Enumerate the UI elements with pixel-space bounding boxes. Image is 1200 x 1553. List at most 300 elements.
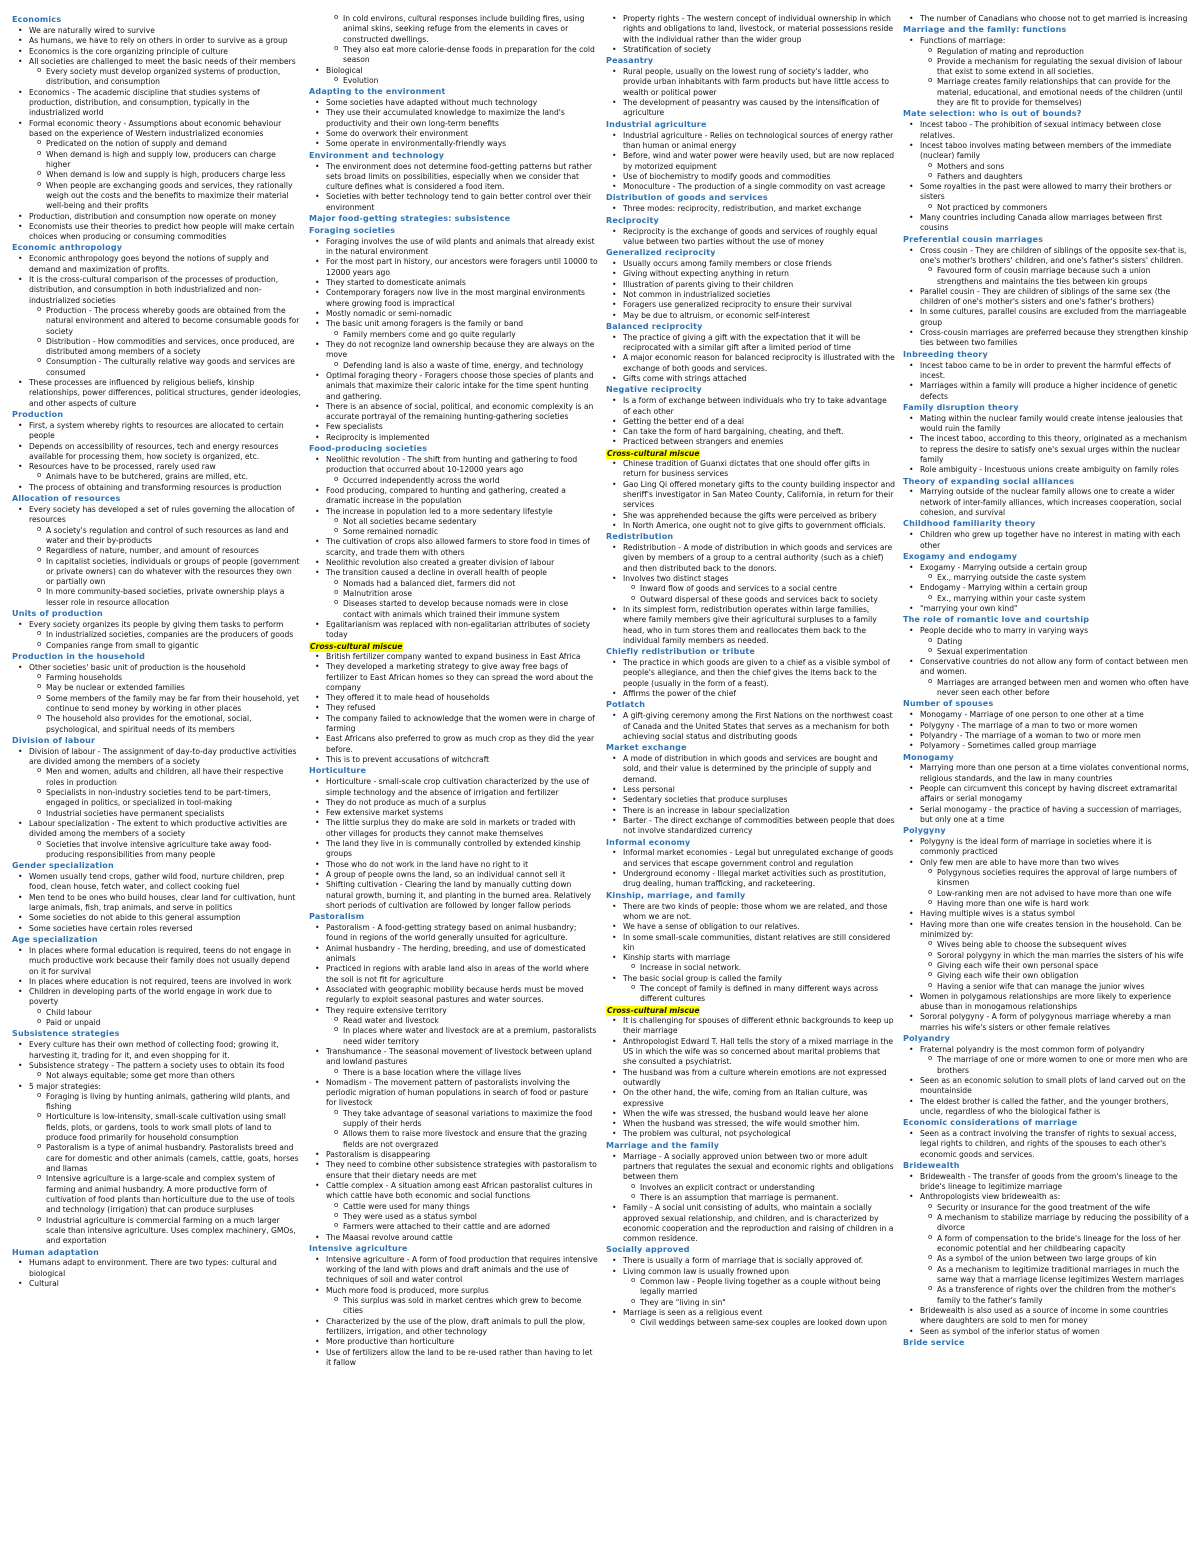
list-item: • Family - A social unit consisting of adults, who maintain a socially approved sexual relationship, and children, and is characterized by economic cooperation and the reproduction and raising of children in a common residence. [606,1203,895,1244]
list-item: • When the wife was stressed, the husband would leave her alone [606,1109,895,1119]
sub-list-item: o Provide a mechanism for regulating the sexual division of labour that exist to some extend in all societies. [903,57,1192,78]
list-item: • A mode of distribution in which goods and services are bought and sold, and their value is determined by the principle of supply and demand. [606,754,895,785]
section-heading: Bride service [903,1337,965,1347]
bullet-list [12,663,301,735]
list-item: • Gao Ling Qi offered monetary gifts to the county building inspector and sheriff's investigator in San Mateo County, California, in return for their services [606,480,895,511]
list-item: • Monoculture - The production of a single commodity on vast acreage [606,182,895,192]
list-item: • May be due to altruism, or economic self-interest [606,311,895,321]
sub-list-item: o May be nuclear or extended families [12,683,301,693]
bullet-list [12,747,301,860]
list-item: • Biological [309,66,598,76]
list-item: • Illustration of parents giving to their children [606,280,895,290]
sub-list-item: o Common law - People living together as a couple without being legally married [606,1277,895,1298]
section-heading: Preferential cousin marriages [903,234,1044,244]
section-heading: Market exchange [606,743,687,753]
list-item: • In North America, one ought not to give gifts to government officials. [606,521,895,531]
sub-list-item: o They also eat more calorie-dense foods in preparation for the cold season [309,45,598,66]
section-heading: Economics [12,15,62,24]
list-item: • Depends on accessibility of resources, tech and energy resources available for processing them, how society is organized, etc. [12,442,301,463]
bullet-list [903,14,1192,24]
bullet-list [903,763,1192,825]
list-item: • The husband was from a culture wherein emotions are not expressed outwardly [606,1068,895,1089]
list-item: • Every society has developed a set of rules governing the allocation of resources [12,505,301,526]
section-heading: Age specialization [12,935,98,944]
sub-list-item: o Production - The process whereby goods are obtained from the natural environment and altered to become consumable goods for society [12,306,301,337]
list-item: • There are two kinds of people: those whom we are related, and those whom we are not. [606,902,895,923]
list-item: • Serial monogamy - the practice of having a succession of marriages, but only one at a time [903,805,1192,826]
bullet-list [903,246,1192,349]
list-item: • Much more food is produced, more surplus [309,1286,598,1296]
section-heading: Negative reciprocity [606,385,702,395]
section-heading: Kinship, marriage, and family [606,890,746,900]
sub-list-item: o Horticulture is low-intensity, small-scale cultivation using small fields, plots, or gardens, tools to work small plots of land to produce food primarily for household consumption [12,1112,301,1143]
sub-list-item: o Malnutrition arose [309,589,598,599]
bullet-list [309,455,598,641]
list-item: • Humans adapt to environment. There are two types: cultural and biological [12,1258,301,1279]
list-item: • The practice in which goods are given to a chief as a visible symbol of people's allegiance, and then the chief gives the items back to the people (usually in the form of a feast). [606,658,895,689]
sub-list-item: o Sexual experimentation [903,647,1192,657]
bullet-list [12,26,301,243]
list-item: • For the most part in history, our ancestors were foragers until 10000 to 12000 years ago [309,257,598,278]
list-item: • This is to prevent accusations of witchcraft [309,755,598,765]
bullet-list [12,1040,301,1246]
sub-list-item: o Nomads had a balanced diet, farmers did not [309,579,598,589]
sub-list-item: o Diseases started to develop because nomads were in close contact with animals which trained their immune system [309,599,598,620]
sub-list-item: o Intensive agriculture is a large-scale and complex system of farming and animal husbandry. A more productive form of cultivation of food plants than horticulture due to the use of tools and technology (irrigation) that can produce surpluses [12,1174,301,1215]
section-heading: Chiefly redistribution or tribute [606,647,756,657]
list-item: • Animal husbandry - The herding, breeding, and use of domesticated animals [309,944,598,965]
sub-list-item: o In places where water and livestock are at a premium, pastoralists need wider territory [309,1026,598,1047]
bullet-list [606,333,895,385]
bullet-list [903,414,1192,476]
section-heading: Polyandry [903,1034,951,1044]
section-heading: Distribution of goods and services [606,193,768,203]
list-item: • The practice of giving a gift with the expectation that it will be reciprocated with a similar gift after a limited period of time [606,333,895,354]
section-heading: Production [12,410,64,419]
sub-list-item: o Foraging is living by hunting animals, gathering wild plants, and fishing [12,1092,301,1113]
list-item: • We are naturally wired to survive [12,26,301,36]
list-item: • Some societies have adapted without much technology [309,98,598,108]
list-item: • Some societies have certain roles reversed [12,924,301,934]
sub-list-item: o When demand is low and supply is high, producers charge less [12,170,301,180]
sub-list-item: o A society's regulation and control of such resources as land and water and their by-products [12,526,301,547]
list-item: • Marriages within a family will produce a higher incidence of genetic defects [903,381,1192,402]
list-item: • Monogamy - Marriage of one person to one other at a time [903,710,1192,720]
list-item: • Production, distribution and consumption now operate on money [12,212,301,222]
sub-list-item: o Not all societies became sedentary [309,517,598,527]
list-item: • Foragers use generalized reciprocity to ensure their survival [606,300,895,310]
list-item: • Barter - The direct exchange of commodities between people that does not involve standardized currency [606,816,895,837]
section-heading: Balanced reciprocity [606,321,703,331]
list-item: • The eldest brother is called the father, and the younger brothers, uncle, regardless of who the biological father is [903,1097,1192,1118]
bullet-list [903,487,1192,518]
sub-list-item: o This surplus was sold in market centres which grew to become cities [309,1296,598,1317]
bullet-list [12,872,301,934]
list-item: • It is challenging for spouses of different ethnic backgrounds to keep up their marriage [606,1016,895,1037]
sub-list-item: o Giving each wife their own obligation [903,971,1192,981]
list-item: • Mating within the nuclear family would create intense jealousies that would ruin the family [903,414,1192,435]
sub-list-item: o The marriage of one or more women to one or more men who are brothers [903,1055,1192,1076]
list-item: • Reciprocity is implemented [309,433,598,443]
sub-list-item: o Civil weddings between same-sex couples are looked down upon [606,1318,895,1328]
sub-list-item: o A form of compensation to the bride's lineage for the loss of her economic potential and her childbearing capacity [903,1234,1192,1255]
list-item: • They do not produce as much of a surplus [309,798,598,808]
list-item: • Contemporary foragers now live in the most marginal environments where growing food is impractical [309,288,598,309]
list-item: • There is usually a form of marriage that is socially approved of. [606,1256,895,1266]
list-item: • Can take the form of hard bargaining, cheating, and theft. [606,427,895,437]
bullet-list [903,530,1192,551]
sub-list-item: o Wives being able to choose the subsequent wives [903,940,1192,950]
sub-list-item: o Family members come and go quite regularly [309,330,598,340]
section-heading: Gender specialization [12,861,114,871]
bullet-list [309,162,598,214]
section-heading: Economic considerations of marriage [903,1118,1078,1128]
list-item: • The environment does not determine food-getting patterns but rather sets broad limits on possibilities, especially when we consider that culture defines what is considered a food item. [309,162,598,193]
list-item: • The little surplus they do make are sold in markets or traded with other villages for products they cannot make themselves [309,818,598,839]
column-2 [309,14,598,1553]
list-item: • Giving without expecting anything in return [606,269,895,279]
bullet-list [606,227,895,248]
list-item: • These processes are influenced by religious beliefs, kinship relationships, power differences, political structures, gender ideologies, and other aspects of culture [12,378,301,409]
section-heading: Units of production [12,609,103,619]
sub-list-item: o Security or insurance for the good treatment of the wife [903,1203,1192,1213]
list-item: • Optimal foraging theory - Foragers choose those species of plants and animals that maximize their caloric intake for the time spent hunting and gathering. [309,371,598,402]
bullet-list [309,923,598,1243]
section-heading: Informal economy [606,837,691,847]
list-item: • Bridewealth - The transfer of goods from the groom's lineage to the bride's lineage to legitimize marriage [903,1172,1192,1193]
list-item: • Reciprocity is the exchange of goods and services of roughly equal value between two parties without the use of money [606,227,895,248]
list-item: • Food producing, compared to hunting and gathering, created a dramatic increase in the population [309,486,598,507]
list-item: • Marriage - A socially approved union between two or more adult partners that regulates the sexual and economic rights and obligations between them [606,1152,895,1183]
sub-list-item: o They were used as a status symbol [309,1212,598,1222]
highlight-wrapper [606,1005,895,1016]
list-item: • In some small-scale communities, distant relatives are still considered kin [606,933,895,954]
bullet-list [606,67,895,119]
list-item: • Economic anthropology goes beyond the notions of supply and demand and maximization of profits. [12,254,301,275]
section-heading: Foraging societies [309,225,396,235]
bullet-list [903,120,1192,233]
sub-list-item: o Specialists in non-industry societies tend to be part-timers, engaged in politics, or specialized in tool-making [12,788,301,809]
sub-list-item: o As a transference of rights over the children from the mother's family to the father's family [903,1285,1192,1306]
sub-list-item: o Consumption - The culturally relative way goods and services are consumed [12,357,301,378]
list-item: • Usually occurs among family members or close friends [606,259,895,269]
list-item: • A major economic reason for balanced reciprocity is illustrated with the exchange of both goods and services. [606,353,895,374]
list-item: • Some operate in environmentally-friendly ways [309,139,598,149]
bullet-list [903,563,1192,615]
list-item: • A group of people owns the land, so an individual cannot sell it [309,870,598,880]
list-item: • In places where formal education is required, teens do not engage in much productive work because their family does not usually depend on it for survival [12,946,301,977]
sub-list-item: o Having more than one wife is hard work [903,899,1192,909]
sub-list-item: o Some remained nomadic [309,527,598,537]
column-3 [606,14,895,1553]
section-heading: The role of romantic love and courtship [903,615,1090,625]
bullet-list [606,1152,895,1245]
list-item: • All societies are challenged to meet the basic needs of their members [12,57,301,67]
list-item: • The basic unit among foragers is the family or band [309,319,598,329]
list-item: • Polygyny - The marriage of a man to two or more women [903,721,1192,731]
list-item: • Societies with better technology tend to gain better control over their environment [309,192,598,213]
bullet-list [12,620,301,651]
list-item: • Economics is the core organizing principle of culture [12,47,301,57]
list-item: • Marriage is seen as a religious event [606,1308,895,1318]
list-item: • Economics - The academic discipline that studies systems of production, distribution, and consumption, typically in the industrialized world [12,88,301,119]
list-item: • As humans, we have to rely on others in order to survive as a group [12,36,301,46]
list-item: • Underground economy - Illegal market activities such as prostitution, drug dealing, human trafficking, and racketeering. [606,869,895,890]
list-item: • Pastoralism - A food-getting strategy based on animal husbandry; found in regions of the world generally unsuited for agriculture. [309,923,598,944]
section-heading: Allocation of resources [12,494,121,504]
list-item: • We have a sense of obligation to our relatives. [606,922,895,932]
list-item: • Some societies do not abide to this general assumption [12,913,301,923]
sub-list-item: o Mothers and sons [903,162,1192,172]
list-item: • Cultural [12,1279,301,1289]
section-heading: Number of spouses [903,699,994,709]
bullet-list [903,710,1192,751]
sub-list-item: o In cold environs, cultural responses include building fires, using animal skins, seeking refuge from the elements in caves or constructed dwellings. [309,14,598,45]
list-item: • Shifting cultivation - Clearing the land by manually cutting down natural growth, burning it, and planting in the burned area. Relatively short periods of cultivation are followed by longer fallow periods [309,880,598,911]
sub-list-item: o Having a senior wife that can manage the junior wives [903,982,1192,992]
bullet-list [12,421,301,493]
sub-list-item: o Child labour [12,1008,301,1018]
list-item: • When the husband was stressed, the wife would smother him. [606,1119,895,1129]
sub-list-item: o As a symbol of the union between two large groups of kin [903,1254,1192,1264]
list-item: • Less personal [606,785,895,795]
list-item: • Conservative countries do not allow any form of contact between men and women. [903,657,1192,678]
list-item: • Marrying outside of the nuclear family allows one to create a wider network of inter-family alliances, which increases cooperation, social cohesion, and survival [903,487,1192,518]
list-item: • Use of fertilizers allow the land to be re-used rather than having to let it fallow [309,1348,598,1369]
sub-list-item: o Ex., marrying within your caste system [903,594,1192,604]
list-item: • Parallel cousin - They are children of siblings of the same sex (the children of one's mother's sisters and one's father's brothers) [903,287,1192,308]
list-item: • Fraternal polyandry is the most common form of polyandry [903,1045,1192,1055]
bullet-list [903,361,1192,402]
list-item: • They use their accumulated knowledge to maximize the land's productivity and their own long-term benefits [309,108,598,129]
bullet-list [309,777,598,911]
bullet-list [606,754,895,837]
list-item: • In places where education is not required, teens are involved in work [12,977,301,987]
section-heading: Environment and technology [309,150,445,160]
list-item: • Three modes: reciprocity, redistribution, and market exchange [606,204,895,214]
sub-list-item: o Involves an explicit contract or understanding [606,1183,895,1193]
list-item: • Characterized by the use of the plow, draft animals to pull the plow, fertilizers, irrigation, and other technology [309,1317,598,1338]
bullet-list [309,98,598,150]
list-item: • Only few men are able to have more than two wives [903,858,1192,868]
section-heading: Horticulture [309,766,367,776]
list-item: • Other societies' basic unit of production is the household [12,663,301,673]
bullet-list [606,459,895,531]
list-item: • Women in polygamous relationships are more likely to experience abuse than in monogamous relationships [903,992,1192,1013]
section-heading: Polygyny [903,826,946,836]
bullet-list [903,36,1192,108]
list-item: • Neolithic revolution also created a greater division of labour [309,558,598,568]
section-heading: Pastoralism [309,912,365,922]
section-heading: Mate selection: who is out of bounds? [903,109,1082,119]
sub-list-item: o Fathers and daughters [903,172,1192,182]
list-item: • Anthropologist Edward T. Hall tells the story of a mixed marriage in the US in which the wife was so concerned about marital problems that she consulted a psychiatrist. [606,1037,895,1068]
bullet-list [12,946,301,1029]
sub-list-item: o Increase in social network. [606,963,895,973]
list-item: • The Maasai revolve around cattle [309,1233,598,1243]
sub-list-item: o The concept of family is defined in many different ways across different cultures [606,984,895,1005]
section-heading: Peasantry [606,56,654,66]
section-heading: Industrial agriculture [606,119,707,129]
list-item: • Horticulture - small-scale crop cultivation characterized by the use of simple technology and the absence of irrigation and fertilizer [309,777,598,798]
sub-list-item: o They are "living in sin" [606,1298,895,1308]
sub-list-item: o Evolution [309,76,598,86]
list-item: • Not common in industrialized societies [606,290,895,300]
list-item: • There is an increase in labour specialization [606,806,895,816]
highlight-wrapper [309,641,598,652]
list-item: • People decide who to marry in varying ways [903,626,1192,636]
list-item: • There is an absence of social, political, and economic complexity is an accurate portrayal of the remaining hunting-gathering societies [309,402,598,423]
bullet-list [606,204,895,214]
list-item: • Industrial agriculture - Relies on technological sources of energy rather than human or animal energy [606,131,895,152]
bullet-list [606,259,895,321]
list-item: • Children who grew up together have no interest in mating with each other [903,530,1192,551]
list-item: • Children in developing parts of the world engage in work due to poverty [12,987,301,1008]
sub-list-item: o Regulation of mating and reproduction [903,47,1192,57]
list-item: • Redistribution - A mode of distribution in which goods and services are given by members of a group to a central authority (such as a chief) and then distributed back to the donors. [606,543,895,574]
list-item: • Every culture has their own method of collecting food; growing it, harvesting it, trading for it, and even shopping for it. [12,1040,301,1061]
list-item: • A gift-giving ceremony among the First Nations on the northwest coast of Canada and the United States that serves as a mechanism for both achieving social status and distributing goods [606,711,895,742]
section-heading: Food-producing societies [309,444,428,454]
section-heading: Production in the household [12,651,146,661]
bullet-list [606,848,895,889]
list-item: • Living common law is usually frowned upon [606,1267,895,1277]
sub-list-item: o Industrial societies have permanent specialists [12,809,301,819]
section-heading: Redistribution [606,532,674,542]
list-item: • She was apprehended because the gifts were perceived as bribery [606,511,895,521]
section-heading: Theory of expanding social alliances [903,476,1075,486]
list-item: • Seen as a contract involving the transfer of rights to sexual access, legal rights to children, and rights of the spouses to each other's economic goods and services. [903,1129,1192,1160]
list-item: • Role ambiguity - Incestuous unions create ambiguity on family roles [903,465,1192,475]
list-item: • Resources have to be processed, rarely used raw [12,462,301,472]
section-heading: Socially approved [606,1245,690,1255]
list-item: • Some do overwork their environment [309,129,598,139]
sub-list-item: o Giving each wife their own personal space [903,961,1192,971]
list-item: • They need to combine other subsistence strategies with pastoralism to ensure that their dietary needs are met [309,1160,598,1181]
section-heading: Human adaptation [12,1247,100,1257]
sub-list-item: o Low-ranking men are not advised to have more than one wife [903,889,1192,899]
list-item: • The increase in population led to a more sedentary lifestyle [309,507,598,517]
list-item: • "marrying your own kind" [903,604,1192,614]
list-item: • Seen as symbol of the inferior status of women [903,1327,1192,1337]
list-item: • The problem was cultural, not psychological [606,1129,895,1139]
sub-list-item: o There is a base location where the village lives [309,1068,598,1078]
list-item: • Every society organizes its people by giving them tasks to perform [12,620,301,630]
sub-list-item: o When demand is high and supply low, producers can charge higher [12,150,301,171]
list-item: • In its simplest form, redistribution operates within large families, where family members give their agricultural surpluses to a family head, who in turn stores them and reallocates them back to the individual family members as needed. [606,605,895,646]
list-item: • Foraging involves the use of wild plants and animals that already exist in the natural environment [309,237,598,258]
list-item: • East Africans also preferred to grow as much crop as they did the year before. [309,734,598,755]
list-item: • Some royalties in the past were allowed to marry their brothers or sisters [903,182,1192,203]
sub-list-item: o Inward flow of goods and services to a social centre [606,584,895,594]
bullet-list [903,1129,1192,1160]
section-heading: Marriage and the family: functions [903,25,1067,35]
sub-list-item: o Pastoralism is a type of animal husbandry. Pastoralists breed and care for domestic and other animals (camels, cattle, goats, horses and llamas [12,1143,301,1174]
section-heading: Division of labour [12,735,96,745]
sub-list-item: o Occurred independently across the world [309,476,598,486]
sub-list-item: o Farmers were attached to their cattle and are adorned [309,1222,598,1232]
list-item: • Incest taboo - The prohibition of sexual intimacy between close relatives. [903,120,1192,141]
section-heading: Marriage and the family [606,1140,720,1150]
list-item: • Property rights - The western concept of individual ownership in which rights and obligations to land, livestock, or material possessions reside with the individual rather than the wider group [606,14,895,45]
bullet-list [12,254,301,409]
bullet-list [309,14,598,86]
sub-list-item: o A mechanism to stabilize marriage by reducing the possibility of a divorce [903,1213,1192,1234]
list-item: • 5 major strategies: [12,1082,301,1092]
list-item: • Women usually tend crops, gather wild food, nurture children, prep food, clean house, fetch water, and collect cooking fuel [12,872,301,893]
sub-list-item: o Marriage creates family relationships that can provide for the material, educational, and emotional needs of the children (until they are fit to provide for themselves) [903,77,1192,108]
list-item: • British fertilizer company wanted to expand business in East Africa [309,652,598,662]
bullet-list [606,396,895,448]
list-item: • Marrying more than one person at a time violates conventional norms, religious standards, and the law in many countries [903,763,1192,784]
sub-list-item: o Some members of the family may be far from their household, yet continue to send money by working in other places [12,694,301,715]
list-item: • In some cultures, parallel cousins are excluded from the marriageable group [903,307,1192,328]
sub-list-item: o Favoured form of cousin marriage because such a union strengthens and maintains the ties between kin groups [903,266,1192,287]
bullet-list [606,14,895,55]
sub-list-item: o When people are exchanging goods and services, they rationally weigh out the costs and the benefits to maximize their material well-being and their profits [12,181,301,212]
list-item: • Subsistence strategy - The pattern a society uses to obtain its food [12,1061,301,1071]
list-item: • They offered it to male head of households [309,693,598,703]
list-item: • On the other hand, the wife, coming from an Italian culture, was expressive [606,1088,895,1109]
section-heading: Inbreeding theory [903,349,988,359]
list-item: • Stratification of society [606,45,895,55]
section-heading: Subsistence strategies [12,1029,120,1039]
sub-list-item: o The household also provides for the emotional, social, psychological, and spiritual needs of its members [12,714,301,735]
list-item: • Cross-cousin marriages are preferred because they strengthen kinship ties between two families [903,328,1192,349]
list-item: • Polyamory - Sometimes called group marriage [903,741,1192,751]
bullet-list [309,652,598,765]
bullet-list [606,711,895,742]
bullet-list [606,658,895,699]
list-item: • Cross cousin - They are children of siblings of the opposite sex-that is, one's mother's brothers' children, and one's father's sisters' children. [903,246,1192,267]
bullet-list [606,131,895,193]
list-item: • The number of Canadians who choose not to get married is increasing [903,14,1192,24]
list-item: • Incest taboo involves mating between members of the immediate (nuclear) family [903,141,1192,162]
list-item: • Polygyny is the ideal form of marriage in societies where it is commonly practiced [903,837,1192,858]
list-item: • Rural people, usually on the lowest rung of society's ladder, who provide urban inhabitants with farm products but have little access to wealth or political power [606,67,895,98]
sub-list-item: o Ex., marrying outside the caste system [903,573,1192,583]
highlighted-heading: Cross-cultural miscue [310,641,403,651]
list-item: • Before, wind and water power were heavily used, but are now replaced by motorized equipment [606,151,895,172]
list-item: • Few specialists [309,422,598,432]
list-item: • Many countries including Canada allow marriages between first cousins [903,213,1192,234]
sub-list-item: o Regardless of nature, number, and amount of resources [12,546,301,556]
sub-list-item: o In more community-based societies, private ownership plays a lesser role in resource allocation [12,587,301,608]
list-item: • Egalitarianism was replaced with non-egalitarian attributes of society today [309,620,598,641]
sub-list-item: o Societies that involve intensive agriculture take away food-producing responsibilities from many people [12,840,301,861]
highlight-wrapper [606,448,895,459]
list-item: • Involves two distinct stages [606,574,895,584]
bullet-list [12,1258,301,1289]
list-item: • Mostly nomadic or semi-nomadic [309,309,598,319]
bullet-list [606,543,895,646]
list-item: • Incest taboo came to be in order to prevent the harmful effects of incest. [903,361,1192,382]
list-item: • Functions of marriage: [903,36,1192,46]
list-item: • Kinship starts with marriage [606,953,895,963]
list-item: • The incest taboo, according to this theory, originated as a mechanism to repress the desire to satisfy one's sexual urges within the nuclear family [903,434,1192,465]
sub-list-item: o Animals have to be butchered, grains are milled, etc. [12,472,301,482]
list-item: • Those who do not work in the land have no right to it [309,860,598,870]
list-item: • Affirms the power of the chief [606,689,895,699]
list-item: • They do not recognize land ownership because they are always on the move [309,340,598,361]
section-heading: Potlatch [606,700,646,710]
sub-list-item: o Predicated on the notion of supply and demand [12,139,301,149]
list-item: • Pastoralism is disappearing [309,1150,598,1160]
list-item: • It is the cross-cultural comparison of the processes of production, distribution, and consumption in both industrialized and non-industrialized societies [12,275,301,306]
list-item: • Use of biochemistry to modify goods and commodities [606,172,895,182]
section-heading: Generalized reciprocity [606,248,716,258]
list-item: • Sedentary societies that produce surpluses [606,795,895,805]
